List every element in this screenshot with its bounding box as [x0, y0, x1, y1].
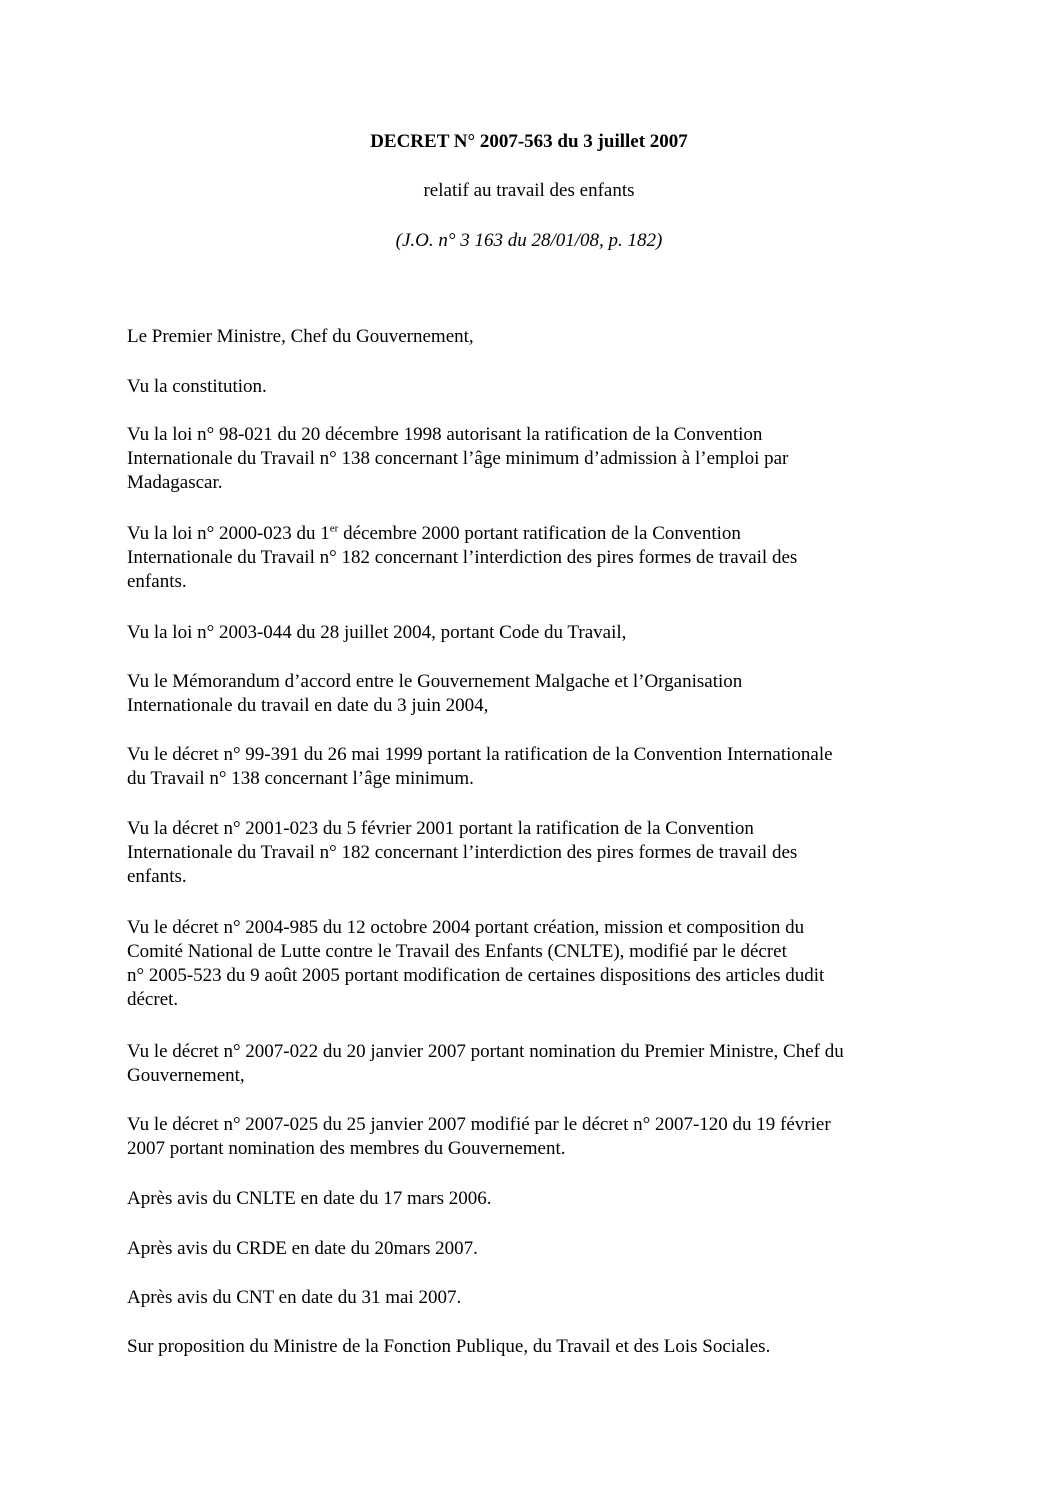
superscript: er — [329, 522, 339, 535]
paragraph-decret-99-391: Vu le décret n° 99-391 du 26 mai 1999 portant la ratification de la Convention Internationale du Travail n° 138 concernant l’âge minimum. — [127, 744, 833, 789]
paragraph-text: Vu la loi n° 2000-023 du 1 — [127, 523, 330, 544]
paragraph-avis-cnt: Après avis du CNT en date du 31 mai 2007. — [127, 1287, 462, 1308]
paragraph-decret-2007-022: Vu le décret n° 2007-022 du 20 janvier 2007 portant nomination du Premier Ministre, Chef du Gouvernement, — [127, 1041, 844, 1086]
paragraph-memorandum: Vu le Mémorandum d’accord entre le Gouvernement Malgache et l’Organisation Internationale du travail en date du 3 juin 2004, — [127, 671, 743, 716]
paragraph-decret-2001-023: Vu la décret n° 2001-023 du 5 février 2001 portant la ratification de la Convention Internationale du Travail n° 182 concernant l’interdiction des pires formes de travail des enfants. — [127, 818, 798, 887]
paragraph-proposition: Sur proposition du Ministre de la Fonction Publique, du Travail et des Lois Sociales. — [127, 1336, 771, 1357]
paragraph-decret-2007-025: Vu le décret n° 2007-025 du 25 janvier 2007 modifié par le décret n° 2007-120 du 19 février 2007 portant nomination des membres du Gouvernement. — [127, 1114, 831, 1159]
paragraph-avis-crde: Après avis du CRDE en date du 20mars 2007. — [127, 1238, 478, 1259]
paragraph-premier-ministre: Le Premier Ministre, Chef du Gouvernement, — [127, 326, 474, 347]
paragraph-loi-98-021: Vu la loi n° 98-021 du 20 décembre 1998 autorisant la ratification de la Convention Internationale du Travail n° 138 concernant l’âge minimum d’admission à l’emploi par Madagascar. — [127, 424, 789, 493]
paragraph-code-du-travail: Vu la loi n° 2003-044 du 28 juillet 2004, portant Code du Travail, — [127, 622, 627, 643]
decree-subtitle: relatif au travail des enfants — [423, 180, 635, 201]
decree-title: DECRET N° 2007-563 du 3 juillet 2007 — [370, 131, 688, 152]
paragraph-avis-cnlte: Après avis du CNLTE en date du 17 mars 2006. — [127, 1188, 492, 1209]
paragraph-loi-2000-023 — [127, 522, 937, 594]
paragraph-decret-2004-985: Vu le décret n° 2004-985 du 12 octobre 2004 portant création, mission et composition du Comité National de Lutte contre le Travail des Enfants (CNLTE), modifié par le décret n° 2005-523 du 9 août 2005 portant modification de certaines dispositions des articles dudit décret. — [127, 917, 825, 1010]
paragraph-constitution: Vu la constitution. — [127, 376, 267, 397]
journal-reference: (J.O. n° 3 163 du 28/01/08, p. 182) — [395, 230, 663, 251]
paragraph-text: décembre 2000 portant ratification de la Convention Internationale du Travail n° 182 concernant l’interdiction des pires formes de travail des enfants. — [127, 523, 798, 592]
